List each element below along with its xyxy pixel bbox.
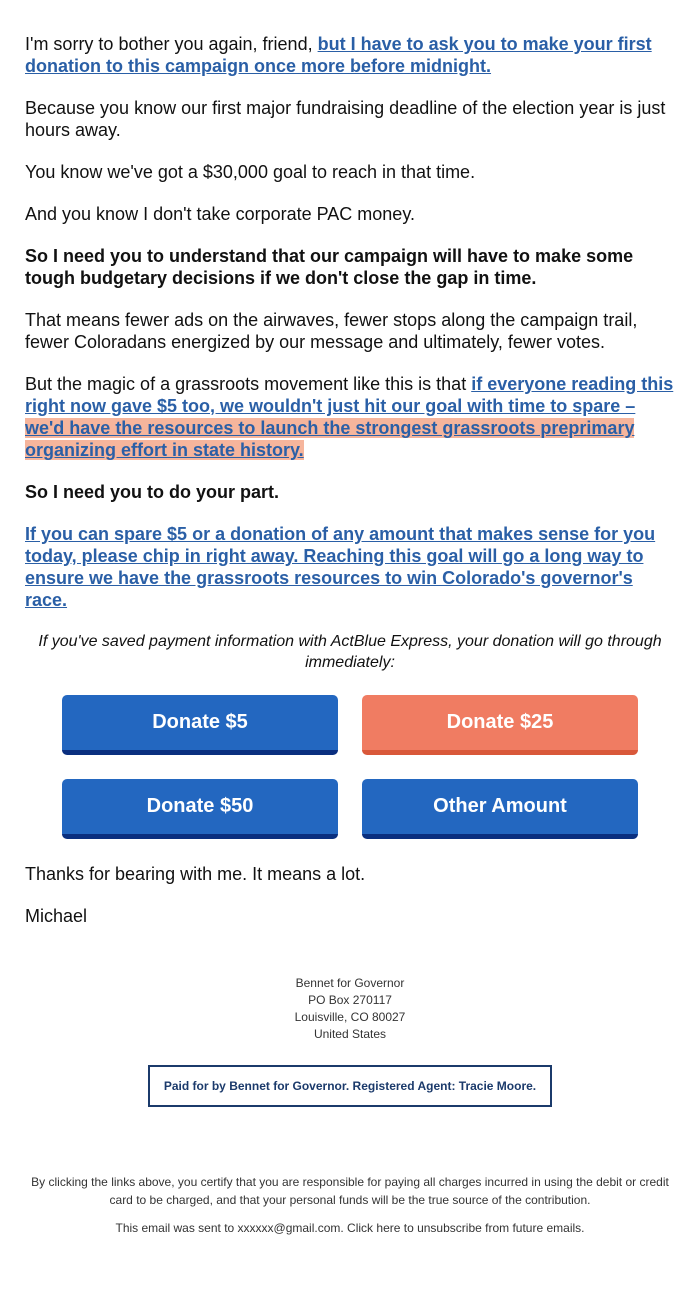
donate-50-button[interactable]: Donate $50 [62, 779, 338, 839]
footer-org: Bennet for Governor [295, 976, 405, 990]
actblue-express-note: If you've saved payment information with ActBlue Express, your donation will go through immediately: [38, 633, 662, 671]
grassroots-link-highlight: we'd have the resources to launch the strongest grassroots preprimary organizing effort in state history. [25, 418, 635, 460]
paragraph-deadline: Because you know our first major fundraising deadline of the election year is just hours away. [25, 98, 666, 140]
paragraph-chip-in [25, 523, 675, 611]
paragraph-intro [25, 33, 675, 77]
intro-text: I'm sorry to bother you again, friend, [25, 34, 318, 54]
grassroots-text: But the magic of a grassroots movement like this is that [25, 374, 472, 394]
signature: Michael [25, 906, 88, 926]
paid-for-disclaimer: Paid for by Bennet for Governor. Registered Agent: Tracie Moore. [148, 1065, 552, 1107]
donate-buttons [25, 695, 675, 839]
first-donation-link[interactable]: but I have to ask you to make your first donation to this campaign once more before midnight. [25, 34, 652, 76]
grassroots-link-text: if everyone reading this right now gave $5 too, we wouldn't just hit our goal with time to spare – [25, 374, 674, 416]
paragraph-pac: And you know I don't take corporate PAC money. [25, 204, 415, 224]
footer-po-box: PO Box 270117 [308, 993, 392, 1007]
paragraph-do-your-part: So I need you to do your part. [25, 482, 280, 502]
unsubscribe-text[interactable]: This email was sent to xxxxxx@gmail.com. Click here to unsubscribe from future emails. [115, 1221, 585, 1235]
chip-in-link[interactable]: If you can spare $5 or a donation of any amount that makes sense for you today, please chip in right away. Reaching this goal will go a long way to ensure we have the grassroots resources to win Colorado's governor's race. [25, 524, 656, 610]
paragraph-consequences: That means fewer ads on the airwaves, fewer stops along the campaign trail, fewer Coloradans energized by our message and ultimately, fewer votes. [25, 310, 638, 352]
legal-certification: By clicking the links above, you certify that you are responsible for paying all charges incurred in using the debit or credit card to be charged, and that your personal funds will be the true source of the contribution. [31, 1175, 669, 1207]
donate-5-button[interactable]: Donate $5 [62, 695, 338, 755]
footer-country: United States [313, 1027, 387, 1041]
footer-address [25, 975, 675, 1043]
paragraph-goal: You know we've got a $30,000 goal to reach in that time. [25, 162, 476, 182]
thanks-text: Thanks for bearing with me. It means a lot. [25, 864, 366, 884]
footer-city: Louisville, CO 80027 [294, 1010, 406, 1024]
paragraph-budget: So I need you to understand that our campaign will have to make some tough budgetary decisions if we don't close the gap in time. [25, 246, 634, 288]
donate-25-button[interactable]: Donate $25 [362, 695, 638, 755]
other-amount-button[interactable]: Other Amount [362, 779, 638, 839]
paragraph-grassroots [25, 373, 675, 461]
